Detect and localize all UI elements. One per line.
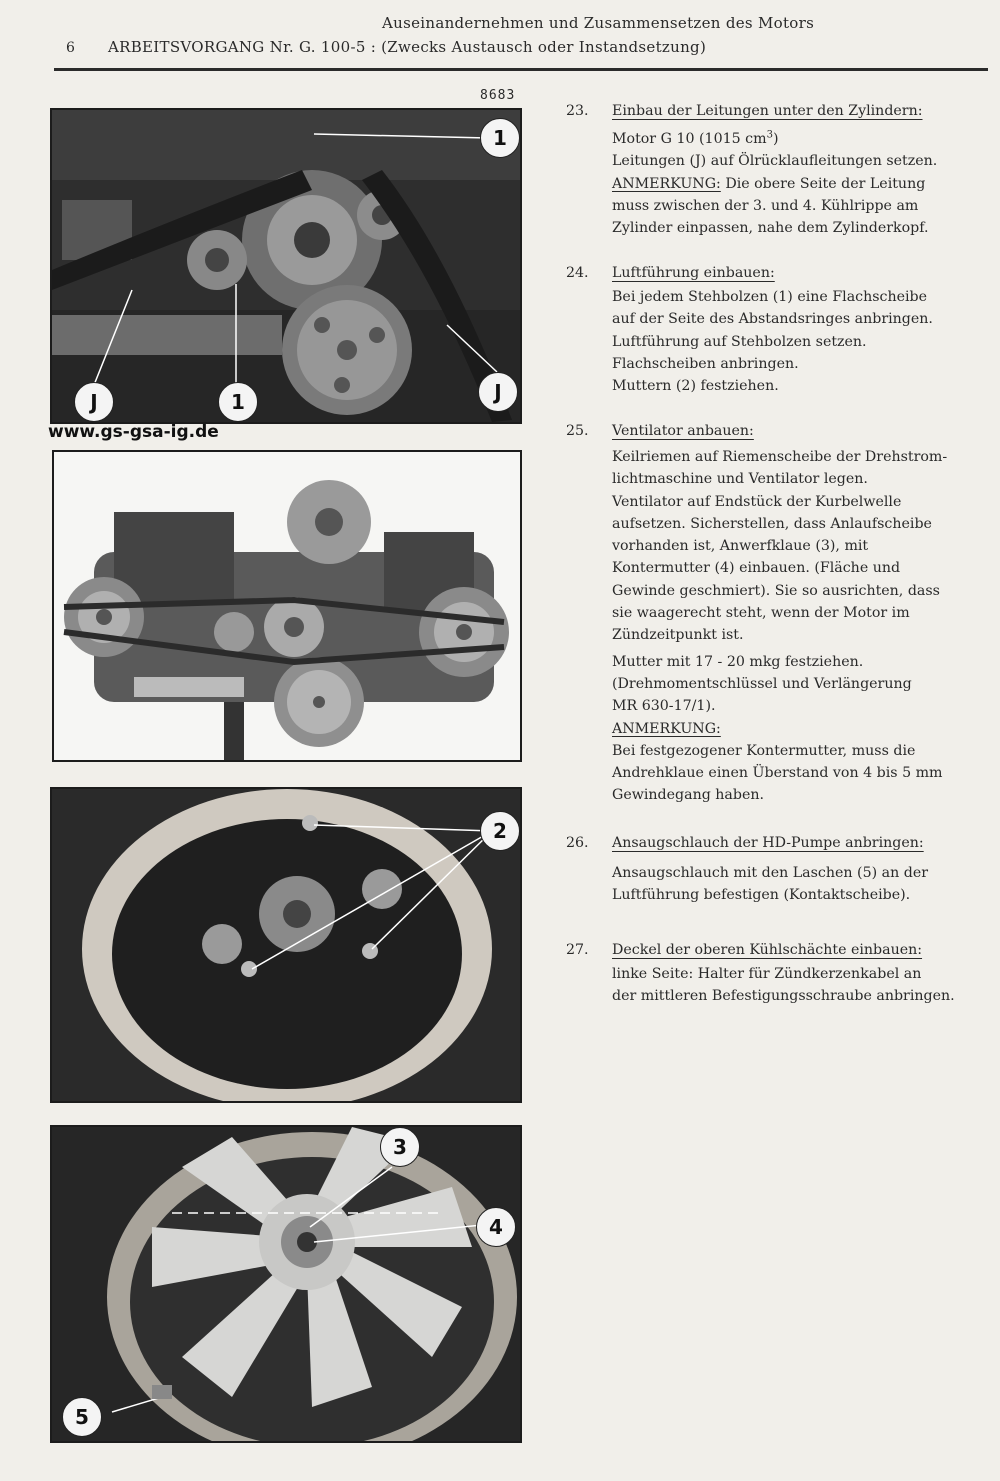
step-title: Ventilator anbauen: [612, 423, 754, 439]
step-line: Ansaugschlauch mit den Laschen (5) an der [612, 865, 929, 881]
step-number: 26. [566, 835, 589, 851]
callout-3: 3 [380, 1127, 420, 1167]
step-line: sie waagerecht steht, wenn der Motor im [612, 605, 910, 622]
step-line: Gewinde geschmiert). Sie so ausrichten, dass [612, 582, 940, 599]
step-number: 25. [566, 423, 589, 439]
step-line: Zylinder einpassen, nahe dem Zylinderkopf. [612, 220, 929, 237]
callout-1-top: 1 [480, 118, 520, 158]
step-27 [566, 939, 986, 1019]
step-line: Muttern (2) festziehen. [612, 378, 779, 395]
photo-fan-housing [50, 787, 522, 1103]
step-line: muss zwischen der 3. und 4. Kühlrippe am [612, 197, 919, 214]
step-line: Leitungen (J) auf Ölrücklaufleitungen setzen. [612, 153, 938, 170]
step-title: Einbau der Leitungen unter den Zylindern: [612, 103, 923, 119]
note-label: ANMERKUNG: [612, 720, 721, 737]
step-25 [566, 420, 986, 810]
step-line: Mutter mit 17 - 20 mkg festziehen. [612, 653, 864, 670]
step-title: Luftführung einbauen: [612, 265, 775, 281]
step-line: Bei festgezogener Kontermutter, muss die [612, 742, 916, 759]
step-title: Deckel der oberen Kühlschächte einbauen: [612, 942, 923, 958]
step-line: Keilriemen auf Riemenscheibe der Drehstrom- [612, 449, 948, 465]
step-number: 23. [566, 103, 589, 119]
step-line: MR 630-17/1). [612, 698, 716, 715]
step-line: Motor G 10 (1015 $cm^3$) [612, 129, 779, 147]
step-26 [566, 832, 986, 912]
step-23 [566, 100, 986, 240]
step-line: Luftführung befestigen (Kontaktscheibe). [612, 887, 911, 904]
figure-number: 8683 [480, 88, 516, 103]
callout-j-left: J [74, 382, 114, 422]
step-line: vorhanden ist, Anwerfklaue (3), mit [612, 538, 869, 555]
step-line: Andrehklaue einen Überstand von 4 bis 5 mm [612, 765, 943, 782]
website-watermark: www.gs-gsa-ig.de [48, 422, 219, 442]
step-line: Ventilator auf Endstück der Kurbelwelle [612, 493, 902, 510]
step-24 [566, 262, 986, 402]
header-subtitle: ARBEITSVORGANG Nr. G. 100-5 : (Zwecks Austausch oder Instandsetzung) [108, 38, 707, 56]
note-label: ANMERKUNG: [612, 175, 721, 192]
header-divider [54, 68, 988, 71]
step-line: Gewindegang haben. [612, 787, 765, 804]
callout-5: 5 [62, 1397, 102, 1437]
step-line: Flachscheiben anbringen. [612, 355, 799, 372]
step-line: lichtmaschine und Ventilator legen. [612, 471, 868, 488]
step-line: Bei jedem Stehbolzen (1) eine Flachscheibe [612, 289, 928, 305]
step-title: Ansaugschlauch der HD-Pumpe anbringen: [612, 835, 924, 851]
step-number: 24. [566, 265, 589, 281]
step-number: 27. [566, 942, 589, 958]
step-note: ANMERKUNG: Die obere Seite der Leitung [612, 175, 926, 192]
callout-j-right: J [478, 372, 518, 412]
step-line: Zündzeitpunkt ist. [612, 627, 744, 644]
step-line: linke Seite: Halter für Zündkerzenkabel an [612, 966, 922, 982]
photo-engine-front [52, 450, 522, 762]
callout-2: 2 [480, 811, 520, 851]
photo-engine-pipes [50, 108, 522, 424]
header-title: Auseinandernehmen und Zusammensetzen des Motors [382, 14, 815, 32]
photo-fan-installed [50, 1125, 522, 1443]
step-line: auf der Seite des Abstandsringes anbringen. [612, 311, 933, 328]
callout-4: 4 [476, 1207, 516, 1247]
callout-1-bottom: 1 [218, 382, 258, 422]
step-line: der mittleren Befestigungsschraube anbringen. [612, 988, 955, 1005]
step-line: aufsetzen. Sicherstellen, dass Anlaufscheibe [612, 515, 932, 532]
page-number: 6 [66, 40, 75, 56]
step-line: (Drehmomentschlüssel und Verlängerung [612, 675, 912, 692]
step-line: Kontermutter (4) einbauen. (Fläche und [612, 560, 901, 577]
step-line: Luftführung auf Stehbolzen setzen. [612, 333, 867, 350]
